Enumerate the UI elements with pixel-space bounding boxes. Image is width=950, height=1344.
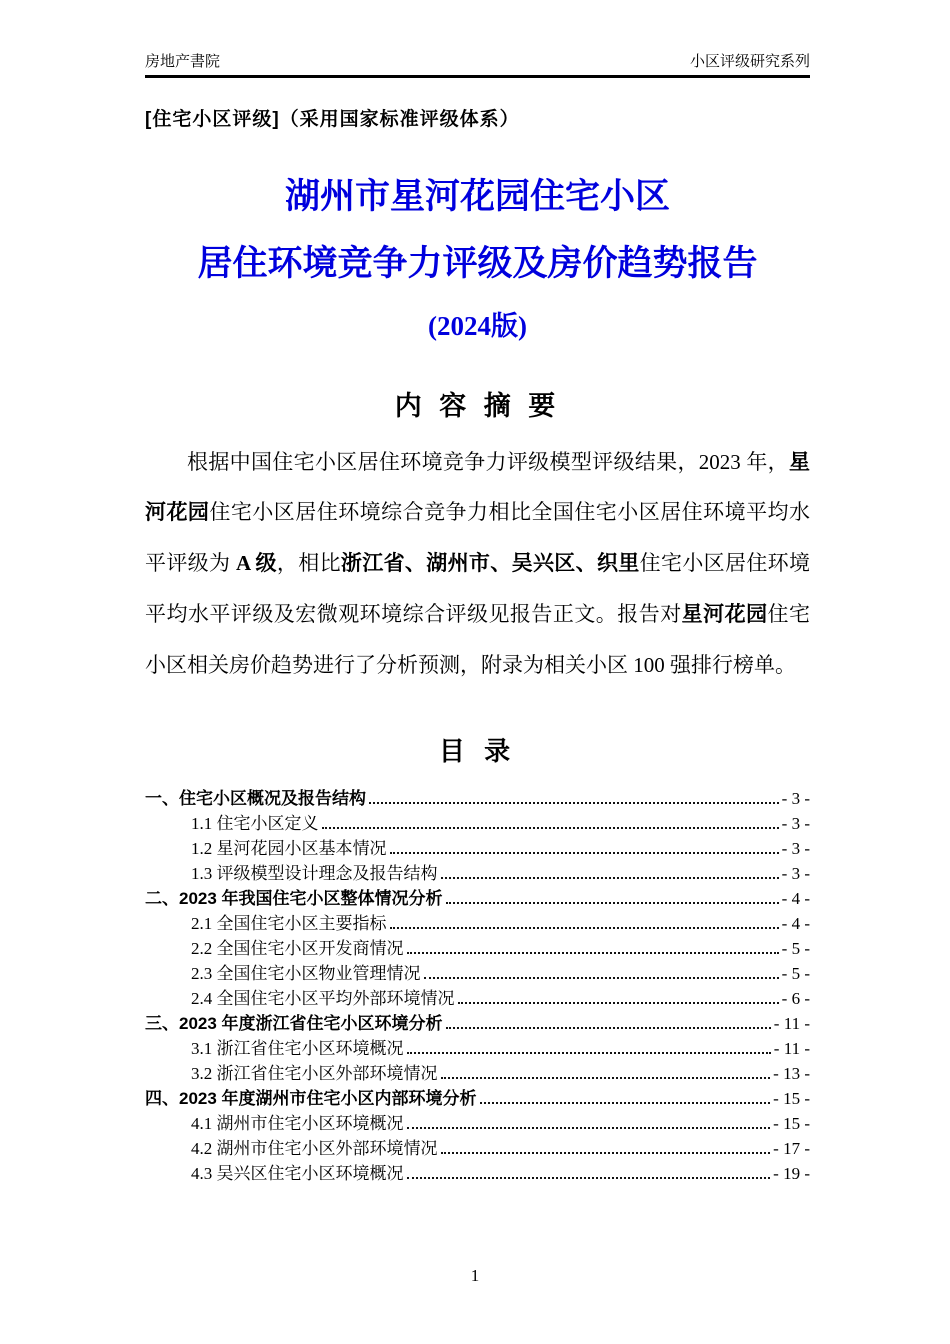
summary-bold-text: A 级: [235, 551, 277, 576]
toc-leader-dots: [441, 877, 779, 879]
toc-label: 一、住宅小区概况及报告结构: [145, 788, 366, 808]
toc-leader-dots: [458, 1002, 779, 1004]
toc-row: [145, 1109, 810, 1134]
toc-label: 三、2023 年度浙江省住宅小区环境分析: [145, 1013, 443, 1033]
toc-page-number: - 6 -: [781, 988, 810, 1008]
toc-leader-dots: [390, 852, 779, 854]
toc-page-number: - 3 -: [781, 788, 810, 808]
toc-leader-dots: [390, 927, 779, 929]
toc-page-number: - 4 -: [781, 913, 810, 933]
title-line-2: 居住环境竞争力评级及房价趋势报告: [197, 244, 758, 284]
toc-list: [145, 784, 810, 1184]
toc-row: [145, 934, 810, 959]
toc-label: 4.2 湖州市住宅小区外部环境情况: [191, 1138, 438, 1158]
toc-heading: 目 录: [438, 735, 517, 766]
toc-row: [145, 1159, 810, 1184]
toc-page-number: - 17 -: [773, 1138, 810, 1158]
toc-row: [145, 834, 810, 859]
toc-label: 2.1 全国住宅小区主要指标: [191, 913, 387, 933]
summary-text: 住宅小区居住环境综合竞争力相比全国住宅小区居住环境平均水平评级为: [145, 500, 811, 576]
toc-label: 3.2 浙江省住宅小区外部环境情况: [191, 1063, 438, 1083]
toc-row: [145, 959, 810, 984]
toc-leader-dots: [480, 1102, 771, 1104]
summary-heading: 内 容 摘 要: [394, 390, 561, 421]
title-line-3: (2024版): [428, 310, 527, 341]
toc-label: 1.2 星河花园小区基本情况: [191, 838, 387, 858]
summary-bold-text: 星河花园: [145, 449, 810, 525]
toc-row: [145, 784, 810, 809]
toc-label: 2.2 全国住宅小区开发商情况: [191, 938, 404, 958]
toc-label: 4.1 湖州市住宅小区环境概况: [191, 1113, 404, 1133]
toc-page-number: - 11 -: [773, 1013, 810, 1033]
toc-row: [145, 1059, 810, 1084]
report-tagline: [住宅小区评级]（采用国家标准评级体系）: [145, 109, 520, 130]
toc-leader-dots: [424, 977, 779, 979]
toc-leader-dots: [369, 802, 779, 804]
summary-text: 根据中国住宅小区居住环境竞争力评级模型评级结果，2023 年，: [187, 449, 789, 474]
header-left-text: 房地产書院: [145, 53, 221, 70]
toc-page-number: - 5 -: [781, 938, 810, 958]
toc-label: 1.3 评级模型设计理念及报告结构: [191, 863, 438, 883]
summary-paragraph: [145, 437, 810, 691]
toc-leader-dots: [441, 1077, 771, 1079]
toc-row: [145, 1009, 810, 1034]
summary-text: 住宅小区相关房价趋势进行了分析预测，附录为相关小区 100 强排行榜单。: [145, 601, 811, 677]
toc-row: [145, 1134, 810, 1159]
toc-label: 四、2023 年度湖州市住宅小区内部环境分析: [145, 1088, 477, 1108]
toc-leader-dots: [446, 1027, 771, 1029]
toc-leader-dots: [407, 1127, 771, 1129]
toc-page-number: - 15 -: [773, 1113, 810, 1133]
toc-page-number: - 4 -: [781, 888, 810, 908]
toc-leader-dots: [446, 902, 779, 904]
toc-page-number: - 19 -: [773, 1163, 810, 1183]
title-line-1: 湖州市星河花园住宅小区: [284, 177, 670, 216]
toc-label: 2.4 全国住宅小区平均外部环境情况: [191, 988, 455, 1008]
toc-row: [145, 884, 810, 909]
toc-page-number: - 3 -: [781, 813, 810, 833]
toc-label: 1.1 住宅小区定义: [191, 813, 319, 833]
summary-text: 住宅小区居住环境平均水平评级及宏微观环境综合评级见报告正文。报告对: [145, 551, 811, 626]
toc-page-number: - 13 -: [773, 1063, 810, 1083]
toc-row: [145, 909, 810, 934]
toc-label: 3.1 浙江省住宅小区环境概况: [191, 1038, 404, 1058]
toc-leader-dots: [407, 952, 779, 954]
toc-page-number: - 11 -: [773, 1038, 810, 1058]
header-right-text: 小区评级研究系列: [689, 53, 810, 70]
toc-leader-dots: [322, 827, 779, 829]
toc-row: [145, 984, 810, 1009]
summary-bold-text: 浙江省、湖州市、吴兴区、织里: [340, 551, 640, 576]
toc-row: [145, 859, 810, 884]
toc-page-number: - 5 -: [781, 963, 810, 983]
report-title: [145, 177, 810, 342]
summary-text: ，相比: [276, 551, 341, 576]
summary-bold-text: 星河花园: [681, 601, 768, 626]
toc-label: 二、2023 年我国住宅小区整体情况分析: [145, 888, 443, 908]
toc-row: [145, 1034, 810, 1059]
page-header: [145, 50, 810, 78]
toc-label: 2.3 全国住宅小区物业管理情况: [191, 963, 421, 983]
toc-page-number: - 3 -: [781, 838, 810, 858]
toc-page-number: - 3 -: [781, 863, 810, 883]
toc-label: 4.3 吴兴区住宅小区环境概况: [191, 1163, 404, 1183]
toc-row: [145, 1084, 810, 1109]
toc-row: [145, 809, 810, 834]
toc-leader-dots: [441, 1152, 771, 1154]
toc-page-number: - 15 -: [773, 1088, 810, 1108]
toc-leader-dots: [407, 1052, 771, 1054]
toc-leader-dots: [407, 1177, 771, 1179]
page-number-footer: 1: [470, 1266, 480, 1285]
